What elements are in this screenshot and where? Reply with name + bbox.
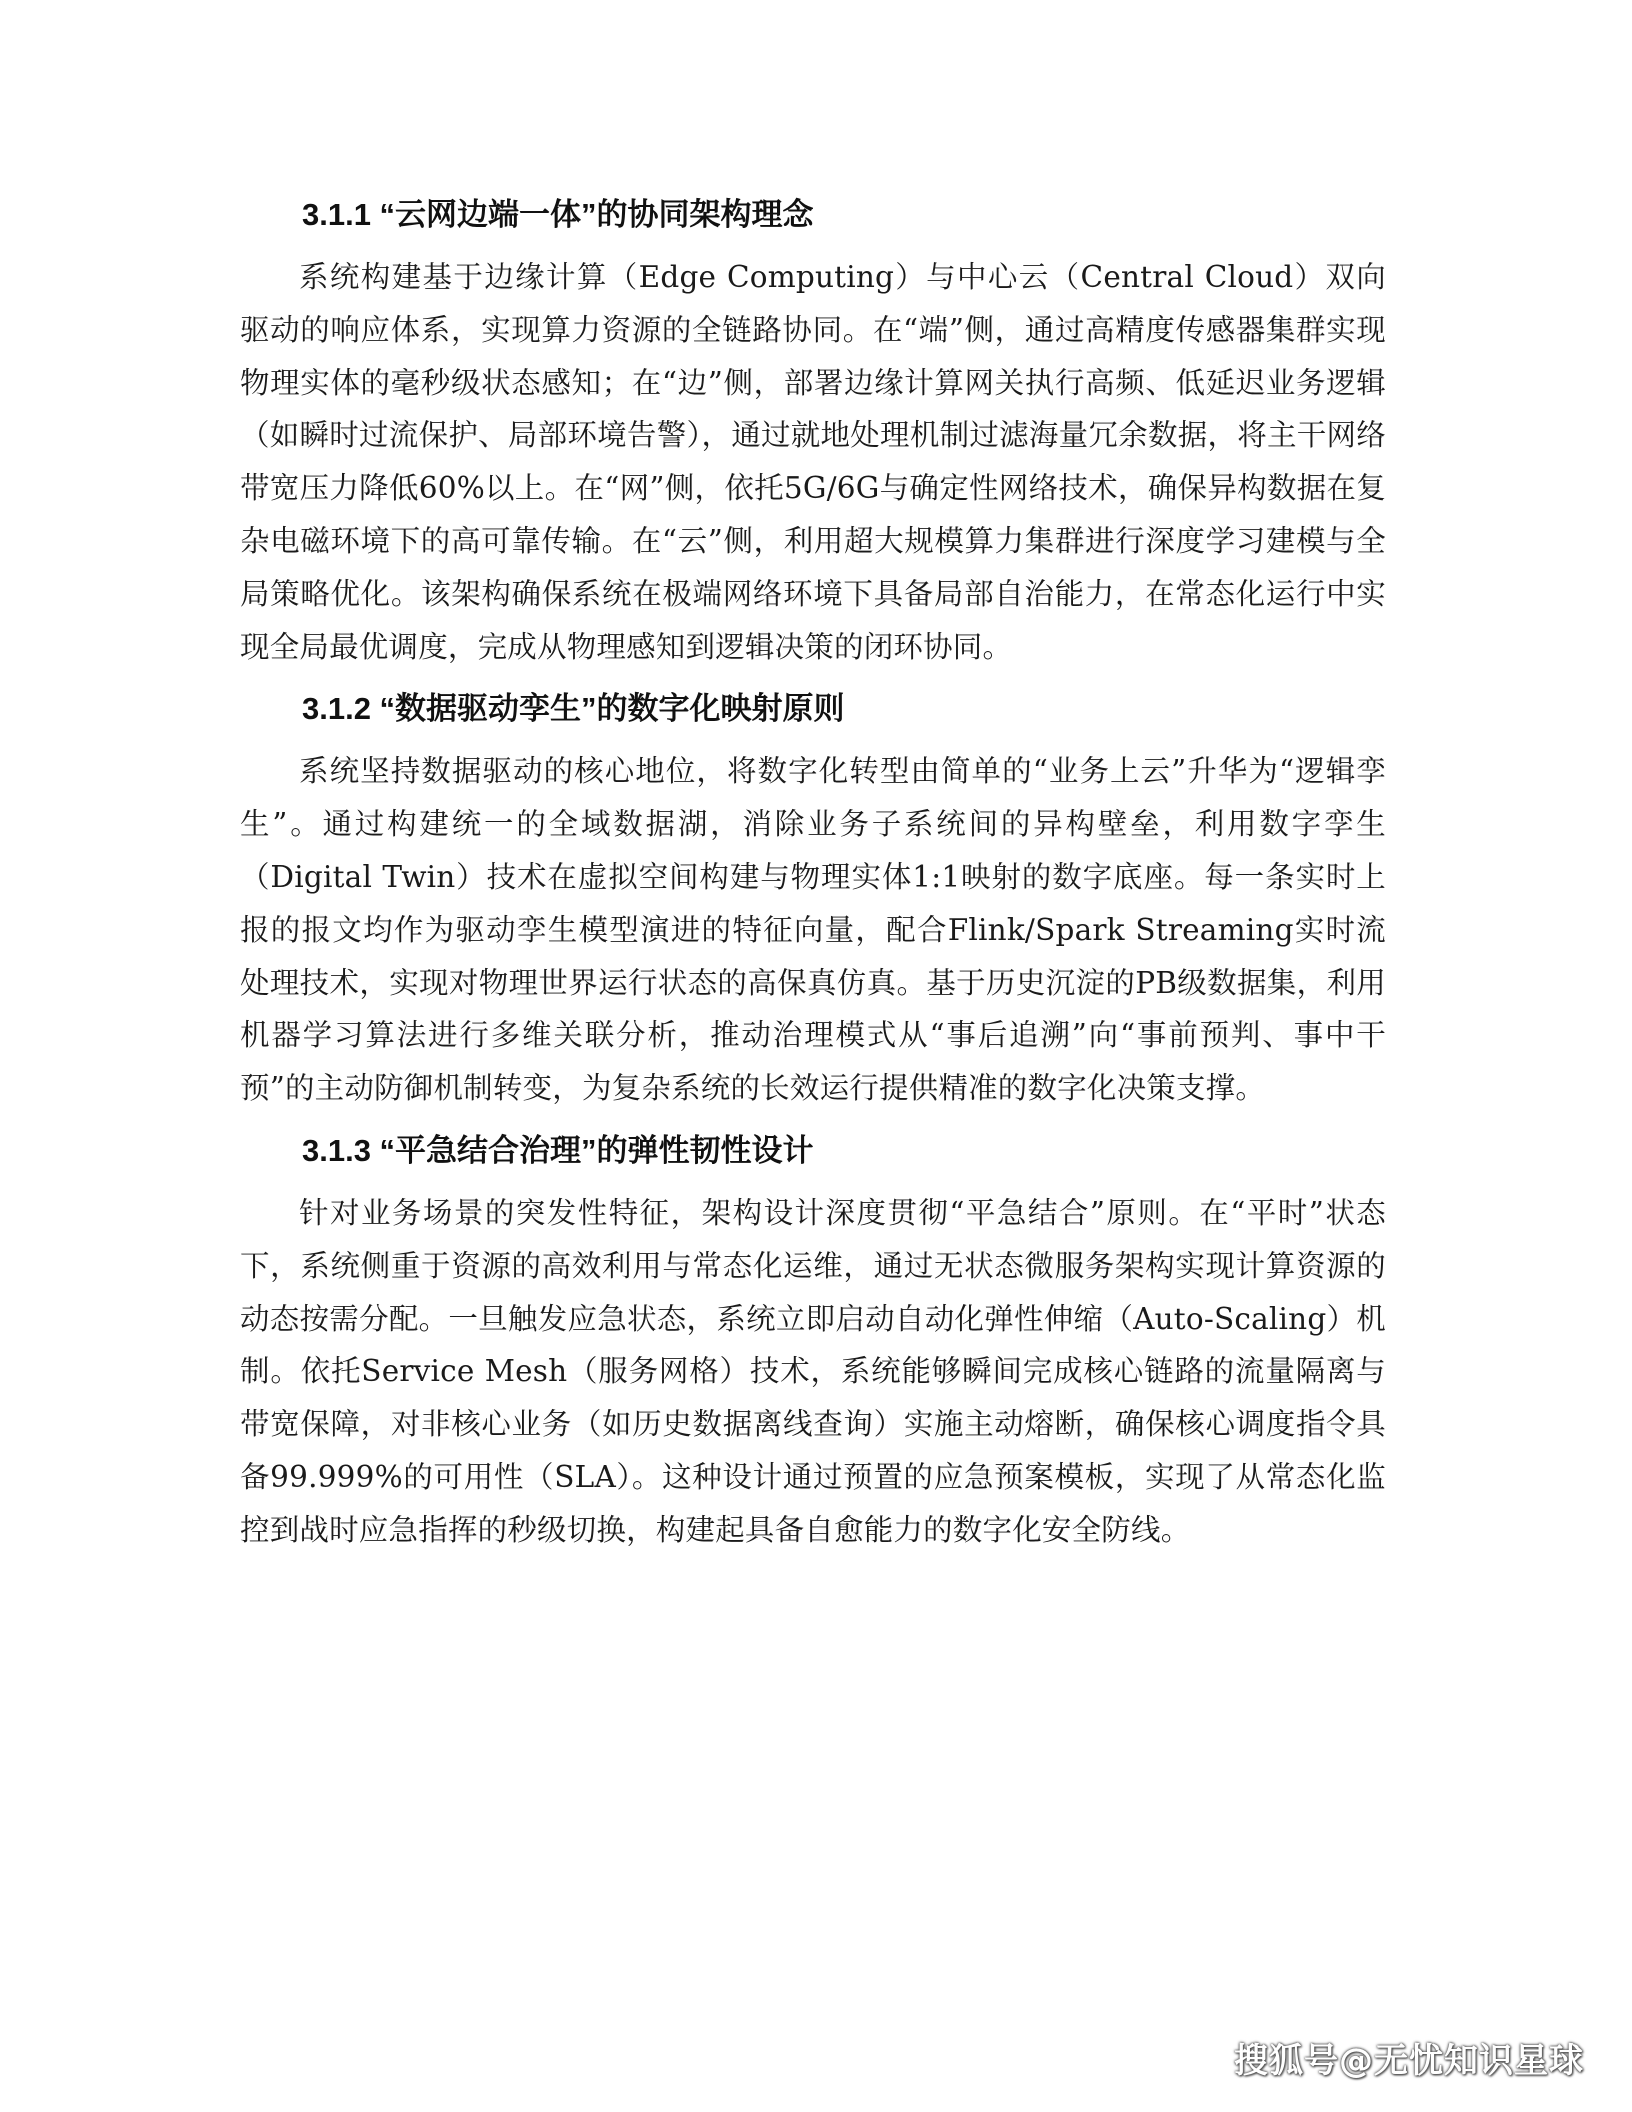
section-heading: 3.1.2 “数据驱动孪生”的数字化映射原则 [302, 691, 845, 727]
section-3-1-3 [240, 1121, 1386, 1557]
section-paragraph: 系统坚持数据驱动的核心地位，将数字化转型由简单的“业务上云”升华为“逻辑孪生”。通过构建统一的全域数据湖，消除业务子系统间的异构壁垒，利用数字孪生（Digital Twin）技术在虚拟空间构建与物理实体1:1映射的数字底座。每一条实时上报的报文均作为驱动孪生模型演进的特征向量，配合Flink/Spark Streaming实时流处理技术，实现对物理世界运行状态的高保真仿真。基于历史沉淀的PB级数据集，利用机器学习算法进行多维关联分析，推动治理模式从“事后追溯”向“事前预判、事中干预”的主动防御机制转变，为复杂系统的长效运行提供精准的数字化决策支撑。 [240, 754, 1386, 1106]
section-heading: 3.1.3 “平急结合治理”的弹性韧性设计 [302, 1132, 814, 1168]
watermark: 搜狐号@无忧知识星球 [1234, 2041, 1584, 2081]
document-page [240, 185, 1386, 1563]
section-paragraph: 针对业务场景的突发性特征，架构设计深度贯彻“平急结合”原则。在“平时”状态下，系统侧重于资源的高效利用与常态化运维，通过无状态微服务架构实现计算资源的动态按需分配。一旦触发应急状态，系统立即启动自动化弹性伸缩（Auto-Scaling）机制。依托Service Mesh（服务网格）技术，系统能够瞬间完成核心链路的流量隔离与带宽保障，对非核心业务（如历史数据离线查询）实施主动熔断，确保核心调度指令具备99.999%的可用性（SLA）。这种设计通过预置的应急预案模板，实现了从常态化监控到战时应急指挥的秒级切换，构建起具备自愈能力的数字化安全防线。 [240, 1195, 1386, 1547]
section-heading: 3.1.1 “云网边端一体”的协同架构理念 [302, 197, 814, 232]
section-3-1-1 [240, 185, 1386, 673]
section-paragraph: 系统构建基于边缘计算（Edge Computing）与中心云（Central Cloud）双向驱动的响应体系，实现算力资源的全链路协同。在“端”侧，通过高精度传感器集群实现物理实体的毫秒级状态感知；在“边”侧，部署边缘计算网关执行高频、低延迟业务逻辑（如瞬时过流保护、局部环境告警），通过就地处理机制过滤海量冗余数据，将主干网络带宽压力降低60%以上。在“网”侧，依托5G/6G与确定性网络技术，确保异构数据在复杂电磁环境下的高可靠传输。在“云”侧，利用超大规模算力集群进行深度学习建模与全局策略优化。该架构确保系统在极端网络环境下具备局部自治能力，在常态化运行中实现全局最优调度，完成从物理感知到逻辑决策的闭环协同。 [240, 260, 1386, 664]
section-3-1-2 [240, 679, 1386, 1115]
